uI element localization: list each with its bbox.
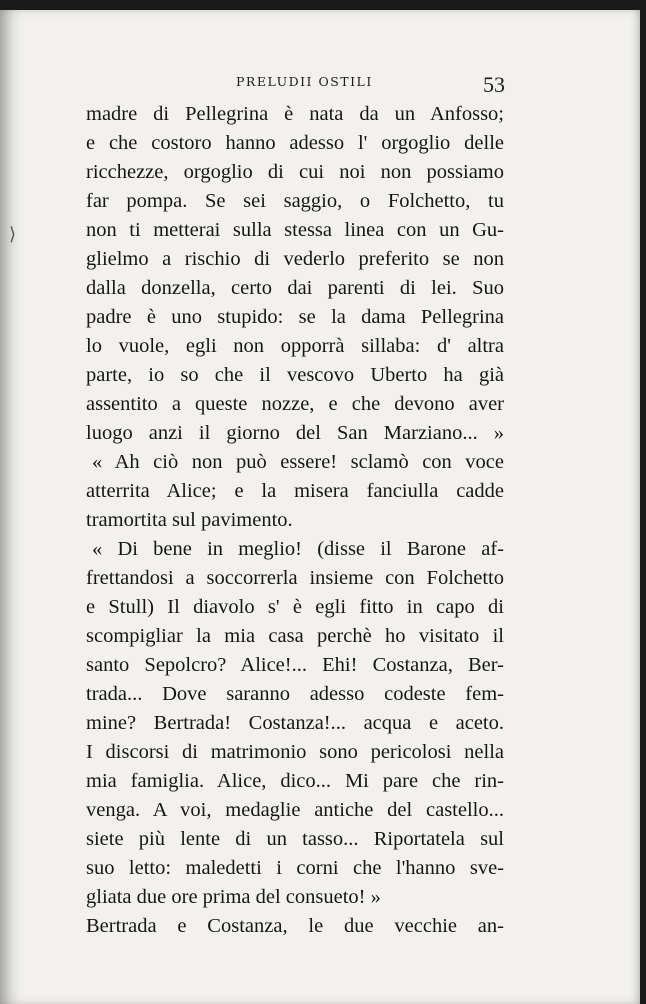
text-line: far pompa. Se sei saggio, o Folchetto, tu bbox=[86, 190, 504, 212]
text-line: scompigliar la mia casa perchè ho visitato il bbox=[86, 625, 504, 647]
text-line: trada... Dove saranno adesso codeste fem- bbox=[86, 683, 504, 705]
text-line: madre di Pellegrina è nata da un Anfosso; bbox=[86, 103, 504, 125]
text-line: luogo anzi il giorno del San Marziano... » bbox=[86, 422, 504, 444]
text-line: e che costoro hanno adesso l' orgoglio delle bbox=[86, 132, 504, 154]
text-line: assentito a queste nozze, e che devono aver bbox=[86, 393, 504, 415]
text-line: santo Sepolcro? Alice!... Ehi! Costanza, Ber- bbox=[86, 654, 504, 676]
running-title: PRELUDII OSTILI bbox=[236, 74, 373, 89]
text-line: glielmo a rischio di vederlo preferito se non bbox=[86, 248, 504, 270]
text-line: Bertrada e Costanza, le due vecchie an- bbox=[86, 915, 504, 937]
text-line: gliata due ore prima del consueto! » bbox=[86, 886, 381, 908]
text-line: lo vuole, egli non opporrà sillaba: d' altra bbox=[86, 335, 504, 357]
page-number: 53 bbox=[483, 72, 505, 97]
text-line: dalla donzella, certo dai parenti di lei. Suo bbox=[86, 277, 504, 299]
text-line: I discorsi di matrimonio sono pericolosi nella bbox=[86, 741, 504, 763]
text-line: « Di bene in meglio! (disse il Barone af- bbox=[92, 538, 504, 560]
book-page bbox=[0, 10, 640, 1004]
text-line: siete più lente di un tasso... Riportatela sul bbox=[86, 828, 504, 850]
text-line: venga. A voi, medaglie antiche del castello... bbox=[86, 799, 504, 821]
text-line: suo letto: maledetti i corni che l'hanno sve- bbox=[86, 857, 504, 879]
text-line: frettandosi a soccorrerla insieme con Folchetto bbox=[86, 567, 504, 589]
body-text bbox=[86, 100, 504, 941]
margin-bracket-mark: ⟩ bbox=[9, 224, 17, 244]
text-line: mine? Bertrada! Costanza!... acqua e aceto. bbox=[86, 712, 504, 734]
text-line: « Ah ciò non può essere! sclamò con voce bbox=[92, 451, 504, 473]
text-line: ricchezze, orgoglio di cui noi non possiamo bbox=[86, 161, 504, 183]
text-line: padre è uno stupido: se la dama Pellegrina bbox=[86, 306, 504, 328]
text-line: non ti metterai sulla stessa linea con un Gu- bbox=[86, 219, 504, 241]
text-line: e Stull) Il diavolo s' è egli fitto in capo di bbox=[86, 596, 504, 618]
text-line: atterrita Alice; e la misera fanciulla cadde bbox=[86, 480, 504, 502]
text-line: parte, io so che il vescovo Uberto ha già bbox=[86, 364, 504, 386]
text-line: mia famiglia. Alice, dico... Mi pare che rin- bbox=[86, 770, 504, 792]
text-line: tramortita sul pavimento. bbox=[86, 509, 293, 531]
